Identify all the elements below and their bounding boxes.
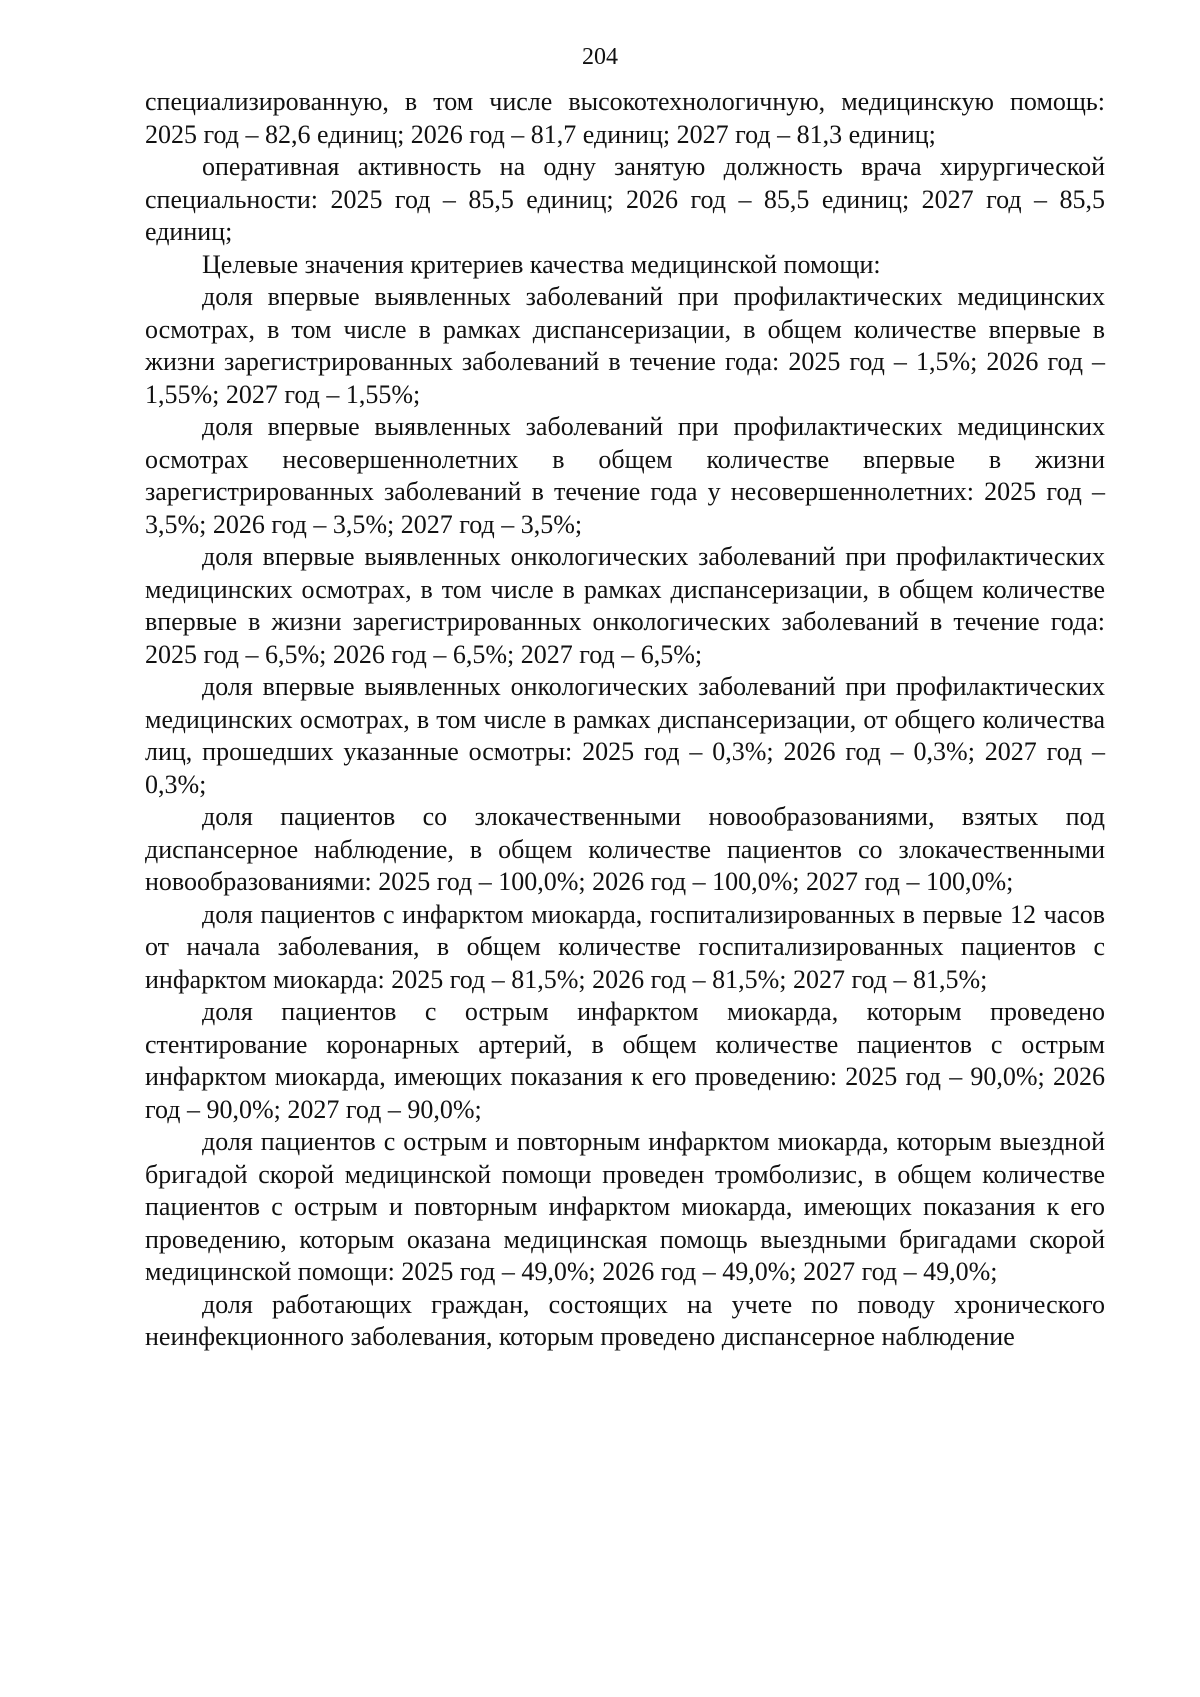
paragraph-stenting: доля пациентов с острым инфарктом миокарда, которым проведено стентирование коронарных артерий, в общем количестве пациентов с острым инфарктом миокарда, имеющих показания к его проведению: 2025 год – 90,0%; 2026 год – 90,0%; 2027 год – 90,0%; [145, 997, 1105, 1124]
paragraph-oncology-first-detected: доля впервые выявленных онкологических заболеваний при профилактических медицинских осмотрах, в том числе в рамках диспансеризации, в общем количестве впервые в жизни зарегистрированных онкологических заболеваний в течение года: 2025 год – 6,5%; 2026 год – 6,5%; 2027 год – 6,5%; [145, 542, 1105, 669]
paragraph-quality-criteria-heading: Целевые значения критериев качества медицинской помощи: [202, 249, 881, 279]
paragraph-surgical-activity: оперативная активность на одну занятую должность врача хирургической специальности: 2025 год – 85,5 единиц; 2026 год – 85,5 единиц; 2027 год – 85,5 единиц; [145, 152, 1105, 246]
page-number: 204 [582, 44, 618, 70]
paragraph-continuation: специализированную, в том числе высокотехнологичную, медицинскую помощь: 2025 год – 82,6 единиц; 2026 год – 81,7 единиц; 2027 год – 81,3 единиц; [145, 87, 1105, 149]
paragraph-first-detected-minors: доля впервые выявленных заболеваний при профилактических медицинских осмотрах несовершеннолетних в общем количестве впервые в жизни зарегистрированных заболеваний в течение года у несовершеннолетних: 2025 год – 3,5%; 2026 год – 3,5%; 2027 год – 3,5%; [145, 412, 1105, 539]
paragraph-first-detected-diseases: доля впервые выявленных заболеваний при профилактических медицинских осмотрах, в том числе в рамках диспансеризации, в общем количестве впервые в жизни зарегистрированных заболеваний в течение года: 2025 год – 1,5%; 2026 год – 1,55%; 2027 год – 1,55%; [145, 282, 1105, 409]
paragraph-malignant-dispensary: доля пациентов со злокачественными новообразованиями, взятых под диспансерное наблюдение, в общем количестве пациентов со злокачественными новообразованиями: 2025 год – 100,0%; 2026 год – 100,0%; 2027 год – 100,0%; [145, 802, 1105, 896]
paragraph-thrombolysis: доля пациентов с острым и повторным инфарктом миокарда, которым выездной бригадой скорой медицинской помощи проведен тромболизис, в общем количестве пациентов с острым и повторным инфарктом миокарда, имеющих показания к его проведению, которым оказана медицинская помощь выездными бригадами скорой медицинской помощи: 2025 год – 49,0%; 2026 год – 49,0%; 2027 год – 49,0%; [145, 1127, 1105, 1286]
paragraph-oncology-of-examined: доля впервые выявленных онкологических заболеваний при профилактических медицинских осмотрах, в том числе в рамках диспансеризации, от общего количества лиц, прошедших указанные осмотры: 2025 год – 0,3%; 2026 год – 0,3%; 2027 год – 0,3%; [145, 672, 1105, 799]
document-body [145, 86, 1105, 1354]
paragraph-working-citizens: доля работающих граждан, состоящих на учете по поводу хронического неинфекционного заболевания, которым проведено диспансерное наблюдение [145, 1289, 1105, 1351]
paragraph-infarction-12h: доля пациентов с инфарктом миокарда, госпитализированных в первые 12 часов от начала заболевания, в общем количестве госпитализированных пациентов с инфарктом миокарда: 2025 год – 81,5%; 2026 год – 81,5%; 2027 год – 81,5%; [145, 899, 1105, 994]
